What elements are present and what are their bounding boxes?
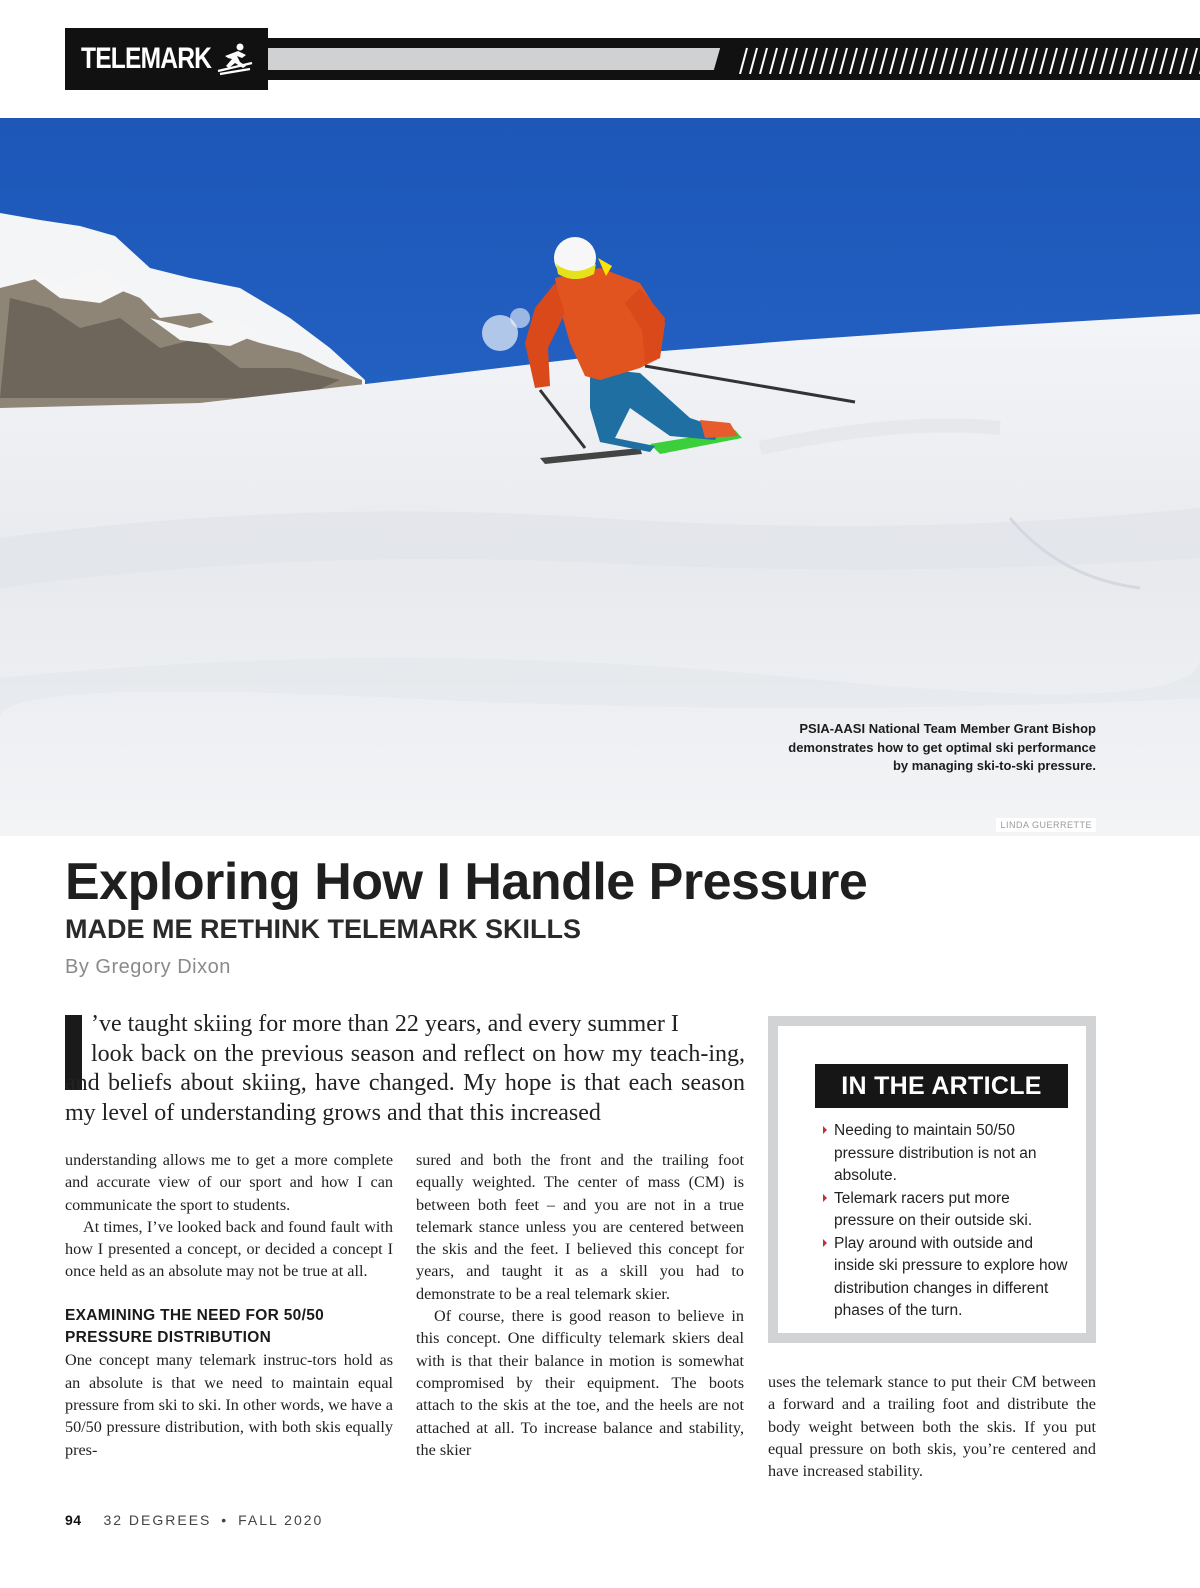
sidebar-title: IN THE ARTICLE: [815, 1064, 1068, 1108]
body-column-1: [65, 1149, 393, 1461]
byline: By Gregory Dixon: [65, 956, 231, 978]
section-tag: [65, 28, 268, 90]
body-column-3: [768, 1371, 1096, 1482]
page-footer: [65, 1512, 323, 1528]
body-paragraph: sured and both the front and the trailing foot equally weighted. The center of mass (CM) is between both feet – and you are not in a true telemark stance unless you are centered between the skis and the feet. I believed this concept for years, and taught it as a skill you had to demonstrate to be a real telemark skier.: [416, 1151, 744, 1303]
body-paragraph: Of course, there is good reason to believe in this concept. One difficulty telemark skiers deal with is that their balance in motion is somewhat compromised by their equipment. The boots attach to the skis at the toe, and the heels are not attached at all. To increase balance and stability, the skier: [416, 1307, 744, 1459]
lead-rest: look back on the previous season and reflect on how my teach-ing, and beliefs about skiing, have changed. My hope is that each season my level of understanding grows and that this increased: [65, 1040, 745, 1126]
photo-credit: LINDA GUERRETTE: [996, 818, 1096, 832]
article-subtitle: MADE ME RETHINK TELEMARK SKILLS: [65, 914, 581, 944]
article-title: Exploring How I Handle Pressure: [65, 853, 868, 911]
sidebar-list-item: Needing to maintain 50/50 pressure distribution is not an absolute.: [822, 1120, 1072, 1188]
body-column-2: [416, 1149, 744, 1461]
body-paragraph: understanding allows me to get a more complete and accurate view of our sport and how I can communicate the sport to students.: [65, 1151, 393, 1214]
lead-first-line: ’ve taught skiing for more than 22 years, and every summer I: [91, 1011, 679, 1037]
section-subhead: EXAMINING THE NEED FOR 50/50 PRESSURE DISTRIBUTION: [65, 1306, 325, 1347]
sidebar-list-item: Play around with outside and inside ski pressure to explore how distribution changes in different phases of the turn.: [822, 1233, 1072, 1323]
body-paragraph: One concept many telemark instruc-tors hold as an absolute is that we need to maintain equal pressure from ski to ski. In other words, we have a 50/50 pressure distribution, with both skis equally pres-: [65, 1351, 393, 1459]
photo-caption: PSIA-AASI National Team Member Grant Bishop demonstrates how to get optimal ski performance by managing ski-to-ski pressure.: [788, 721, 1096, 773]
footer-separator: •: [221, 1512, 229, 1528]
hero-photo: [0, 118, 1200, 836]
issue-name: FALL 2020: [238, 1512, 324, 1528]
in-the-article-sidebar: [768, 1016, 1096, 1343]
section-header: [0, 0, 1200, 118]
header-rule: [268, 38, 1200, 80]
body-paragraph: uses the telemark stance to put their CM between a forward and a trailing foot and distribute the body weight between both the skis. If you put equal pressure on both skis, you’re centered and have increased stability.: [768, 1373, 1096, 1481]
page-number: 94: [65, 1512, 82, 1528]
sidebar-panel: [778, 1026, 1086, 1333]
sidebar-list-item: Telemark racers put more pressure on their outside ski.: [822, 1188, 1072, 1233]
body-paragraph: At times, I’ve looked back and found fault with how I presented a concept, or decided a concept I once held as an absolute may not be true at all.: [65, 1217, 393, 1281]
publication-name: 32 DEGREES: [103, 1512, 212, 1528]
lead-paragraph: [65, 1010, 745, 1128]
section-label: TELEMARK: [81, 42, 212, 75]
sidebar-list: [822, 1120, 1072, 1323]
telemark-skier-icon: [216, 42, 254, 81]
